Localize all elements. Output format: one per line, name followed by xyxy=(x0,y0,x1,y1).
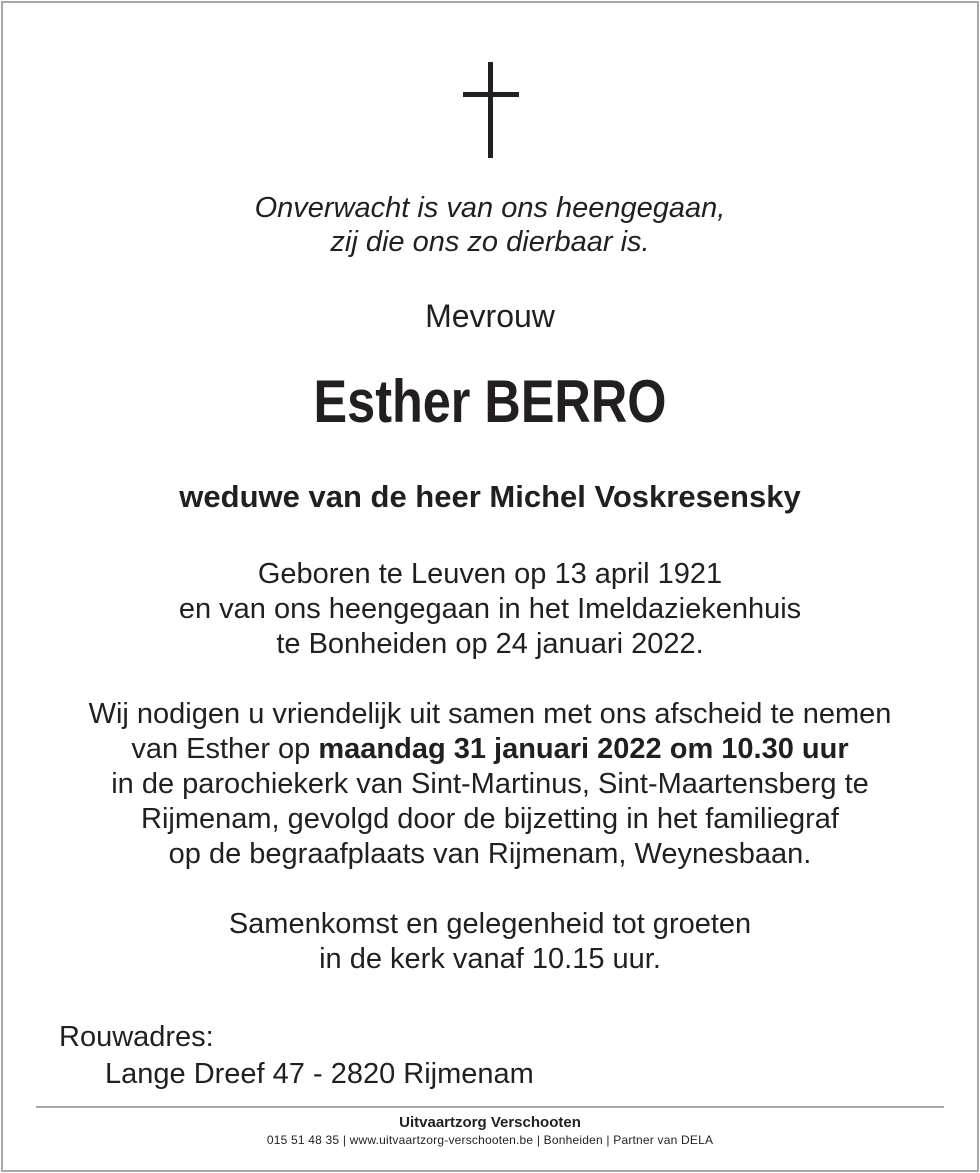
verse-line-1: Onverwacht is van ons heengegaan, xyxy=(254,192,726,224)
service-datetime: maandag 31 januari 2022 om 10.30 uur xyxy=(318,733,849,765)
footer-divider xyxy=(36,1106,944,1108)
invitation-line-3: in de parochiekerk van Sint-Martinus, Sint-Maartensberg te xyxy=(111,768,869,800)
invitation-line-2 xyxy=(0,732,980,767)
spouse-line: weduwe van de heer Michel Voskresensky xyxy=(179,479,801,514)
invitation-paragraph xyxy=(0,697,980,872)
birth-death-paragraph xyxy=(0,557,980,662)
verse xyxy=(0,191,980,259)
gathering-line-1: Samenkomst en gelegenheid tot groeten xyxy=(228,908,752,940)
invitation-line-5: op de begraafplaats van Rijmenam, Weynesbaan. xyxy=(168,838,812,870)
address-value: Lange Dreef 47 - 2820 Rijmenam xyxy=(105,1058,534,1090)
cross-icon xyxy=(0,62,980,160)
cross-vertical-bar xyxy=(488,62,493,158)
invitation-line-4: Rijmenam, gevolgd door de bijzetting in het familiegraf xyxy=(141,803,839,835)
address-label: Rouwadres: xyxy=(59,1021,214,1053)
verse-line-2: zij die ons zo dierbaar is. xyxy=(330,226,650,258)
deceased-name: Esther BERRO xyxy=(313,368,667,435)
death-line-1: en van ons heengegaan in het Imeldaziekenhuis xyxy=(178,593,802,625)
funeral-home-name: Uitvaartzorg Verschooten xyxy=(399,1114,581,1131)
death-line-2: te Bonheiden op 24 januari 2022. xyxy=(276,628,704,660)
cross-horizontal-bar xyxy=(463,92,519,97)
honorific-title: Mevrouw xyxy=(425,298,555,334)
gathering-line-2: in de kerk vanaf 10.15 uur. xyxy=(319,943,661,975)
funeral-home-contact: 015 51 48 35 | www.uitvaartzorg-verschooten.be | Bonheiden | Partner van DELA xyxy=(266,1133,714,1147)
invitation-line-2-prefix: van Esther op xyxy=(131,733,319,765)
gathering-paragraph xyxy=(0,907,980,977)
birth-line: Geboren te Leuven op 13 april 1921 xyxy=(257,558,723,590)
invitation-line-1: Wij nodigen u vriendelijk uit samen met ons afscheid te nemen xyxy=(88,698,892,730)
